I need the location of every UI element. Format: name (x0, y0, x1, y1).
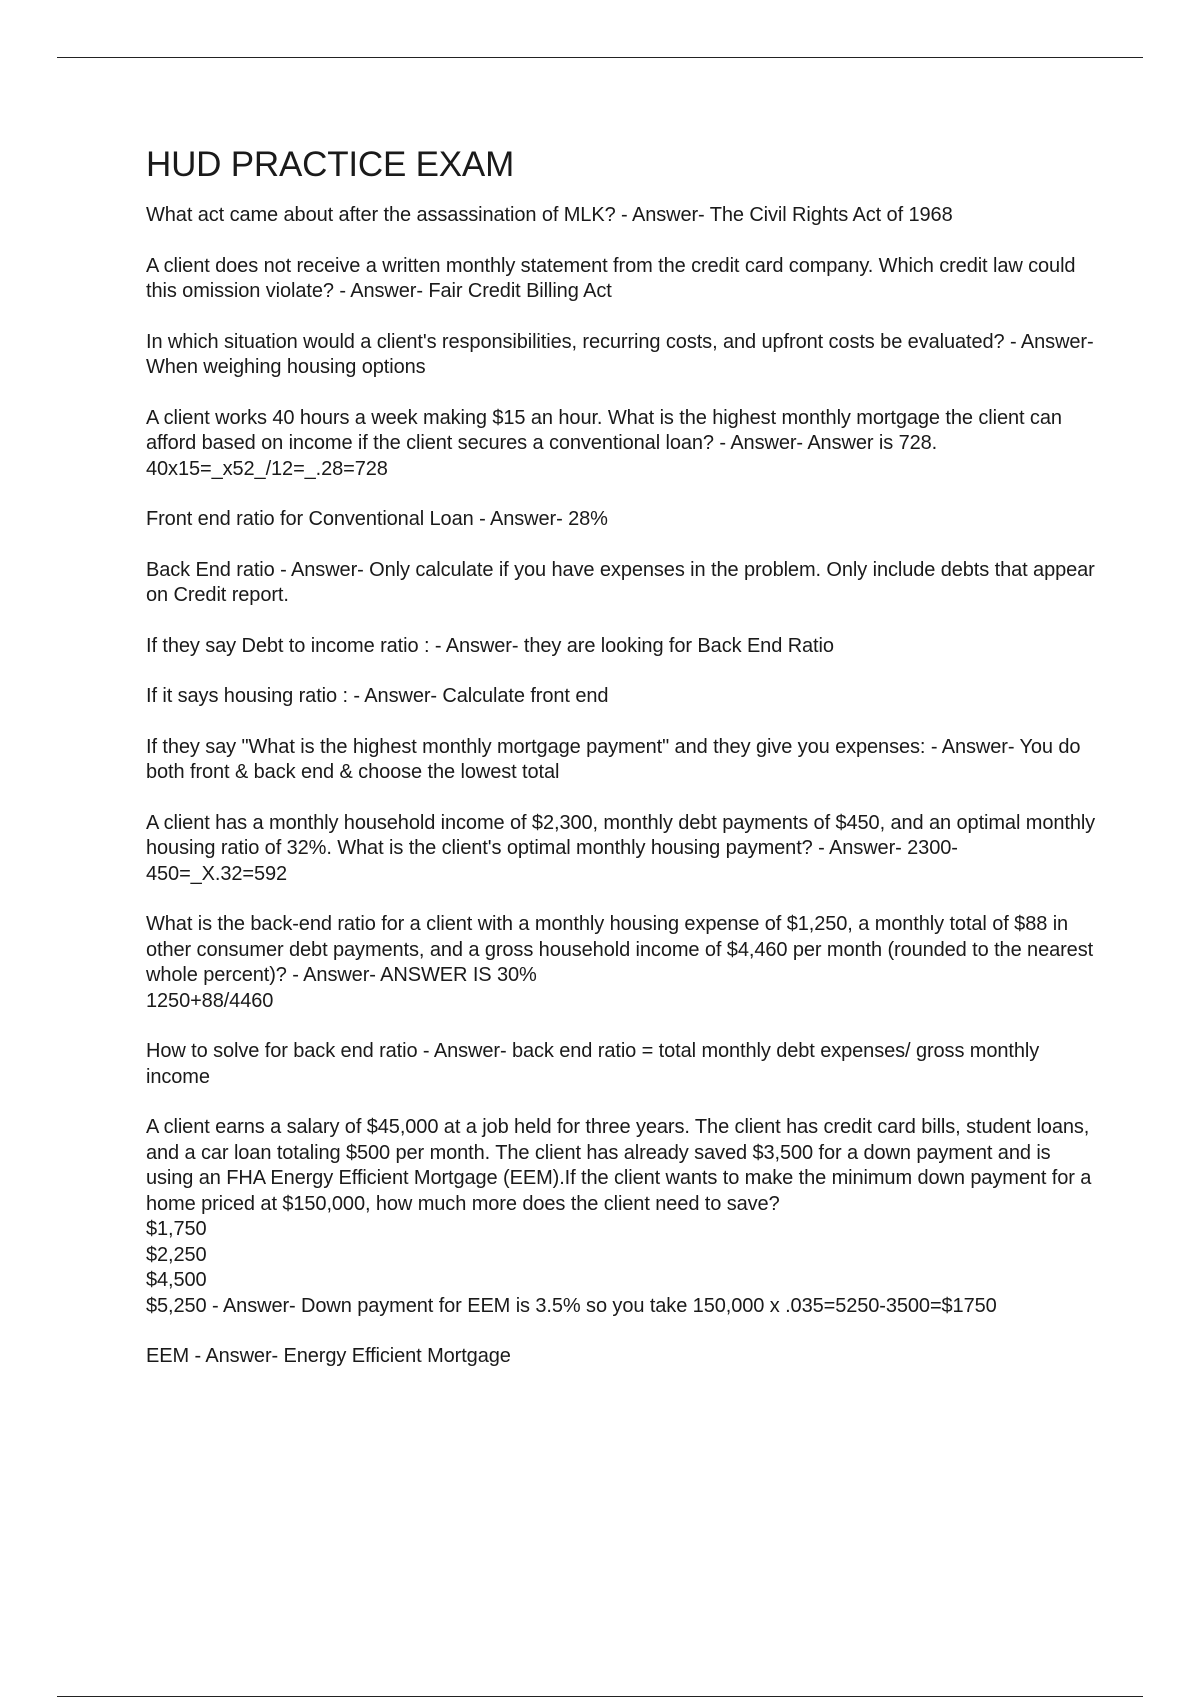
qa-item: A client has a monthly household income of $2,300, monthly debt payments of $450, and an optimal monthly housing ratio of 32%. What is the client's optimal monthly housing payment? - Answer- 2300-450=_X.32=592 (146, 811, 1096, 885)
top-rule (57, 57, 1143, 58)
qa-item: Back End ratio - Answer- Only calculate if you have expenses in the problem. Only include debts that appear on Credit report. (146, 558, 1095, 606)
page-title: HUD PRACTICE EXAM (146, 145, 515, 184)
qa-item: Front end ratio for Conventional Loan - Answer- 28% (146, 508, 608, 530)
bottom-rule (57, 1696, 1143, 1697)
qa-item: What act came about after the assassination of MLK? - Answer- The Civil Rights Act of 1968 (146, 204, 953, 226)
qa-item: How to solve for back end ratio - Answer- back end ratio = total monthly debt expenses/ gross monthly income (146, 1040, 1040, 1088)
qa-item: A client earns a salary of $45,000 at a job held for three years. The client has credit card bills, student loans, and a car loan totaling $500 per month. The client has already saved $3,500 for a down payment and is using an FHA Energy Efficient Mortgage (EEM).If the client wants to make the minimum down payment for a home priced at $150,000, how much more does the client need to save? $1,750 $2,250 $4,500 $5,250 - Answer- Down payment for EEM is 3.5% so you take 150,000 x .035=5250-3500=$1750 (146, 1116, 1092, 1317)
qa-item: What is the back-end ratio for a client with a monthly housing expense of $1,250, a monthly total of $88 in other consumer debt payments, and a gross household income of $4,460 per month (rounded to the nearest whole percent)? - Answer- ANSWER IS 30% 1250+88/4460 (146, 913, 1094, 1012)
document-body (146, 143, 1096, 1395)
qa-item: If they say Debt to income ratio : - Answer- they are looking for Back End Ratio (146, 634, 834, 657)
qa-item: In which situation would a client's responsibilities, recurring costs, and upfront costs be evaluated? - Answer- When weighing housing options (146, 330, 1094, 378)
qa-item: If they say "What is the highest monthly mortgage payment" and they give you expenses: - Answer- You do both front & back end & choose the lowest total (146, 735, 1081, 783)
qa-item: EEM - Answer- Energy Efficient Mortgage (146, 1345, 511, 1367)
qa-item: If it says housing ratio : - Answer- Calculate front end (146, 685, 609, 707)
qa-item: A client does not receive a written monthly statement from the credit card company. Which credit law could this omission violate? - Answer- Fair Credit Billing Act (146, 254, 1076, 302)
qa-item: A client works 40 hours a week making $15 an hour. What is the highest monthly mortgage the client can afford based on income if the client secures a conventional loan? - Answer- Answer is 728. 40x15=_x52_/12=_.28=728 (146, 406, 1062, 480)
